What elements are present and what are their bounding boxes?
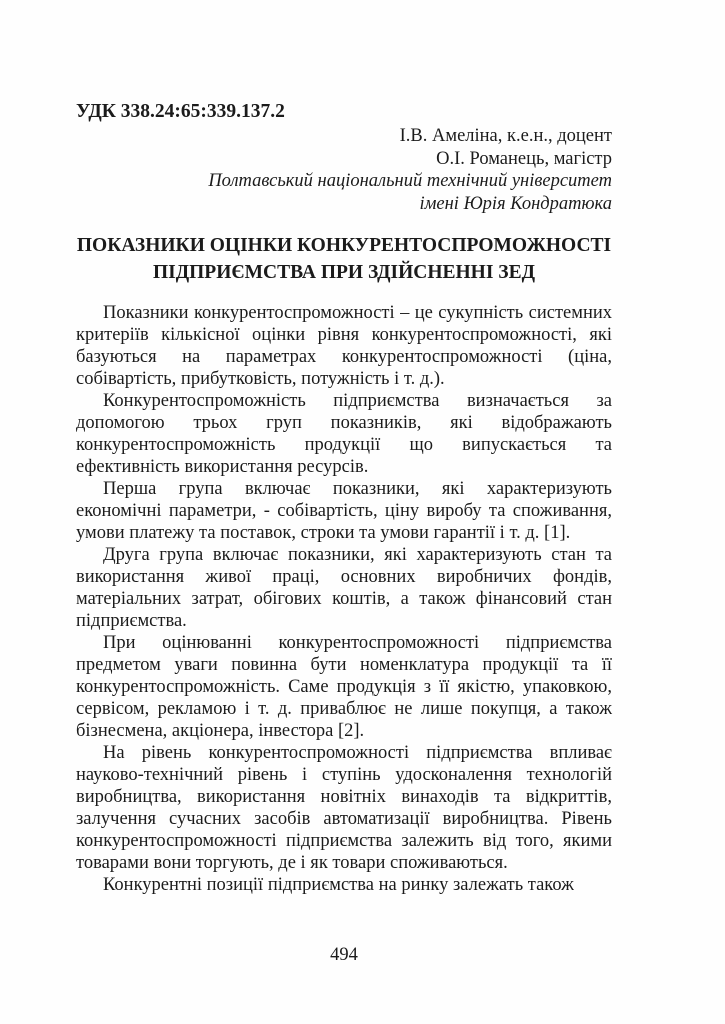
article-body bbox=[76, 302, 612, 896]
paragraph-4: Друга група включає показники, які характеризують стан та використання живої праці, основних виробничих фондів, матеріальних затрат, обігових коштів, а також фінансовий стан підприємства. bbox=[76, 545, 612, 631]
udc-code: УДК 338.24:65:339.137.2 bbox=[76, 101, 285, 122]
page-number: 494 bbox=[330, 945, 358, 965]
authors-block bbox=[76, 125, 612, 170]
affiliation-line-2: імені Юрія Кондратюка bbox=[419, 193, 612, 214]
paragraph-1: Показники конкурентоспроможності – це сукупність системних критеріїв кількісної оцінки рівня конкурентоспроможності, які базуються на параметрах конкурентоспроможності (ціна, собівартість, прибутковість, потужність і т. д.). bbox=[76, 303, 612, 389]
author-line-2: О.І. Романець, магістр bbox=[436, 148, 612, 169]
affiliation-line-1: Полтавський національний технічний університет bbox=[208, 171, 612, 191]
paragraph-2: Конкурентоспроможність підприємства визначається за допомогою трьох груп показників, які відображають конкурентоспроможність продукції що випускається та ефективність використання ресурсів. bbox=[76, 391, 612, 477]
paragraph-3: Перша група включає показники, які характеризують економічні параметри, - собівартість, ціну виробу та споживання, умови платежу та поставок, строки та умови гарантії і т. д. [1]. bbox=[76, 479, 612, 543]
affiliation-block bbox=[76, 170, 612, 215]
paragraph-7: Конкурентні позиції підприємства на ринку залежать також bbox=[103, 875, 574, 895]
paragraph-5: При оцінюванні конкурентоспроможності підприємства предметом уваги повинна бути номенклатура продукції та її конкурентоспроможність. Саме продукція з її якістю, упаковкою, сервісом, рекламою і т. д. приваблює не лише покупця, а також бізнесмена, акціонера, інвестора [2]. bbox=[76, 633, 612, 741]
text-block bbox=[76, 0, 612, 896]
article-title-line-1: ПОКАЗНИКИ ОЦІНКИ КОНКУРЕНТОСПРОМОЖНОСТІ bbox=[76, 235, 612, 256]
article-title-line-2: ПІДПРИЄМСТВА ПРИ ЗДІЙСНЕННІ ЗЕД bbox=[152, 262, 536, 283]
paragraph-6: На рівень конкурентоспроможності підприємства впливає науково-технічний рівень і ступінь удосконалення технологій виробництва, використання новітніх винаходів та відкриттів, залучення сучасних засобів автоматизації виробництва. Рівень конкурентоспроможності підприємства залежить від того, якими товарами вони торгують, де і як товари споживаються. bbox=[76, 743, 612, 873]
author-line-1: І.В. Амеліна, к.е.н., доцент bbox=[399, 126, 612, 146]
article-title bbox=[76, 232, 612, 286]
